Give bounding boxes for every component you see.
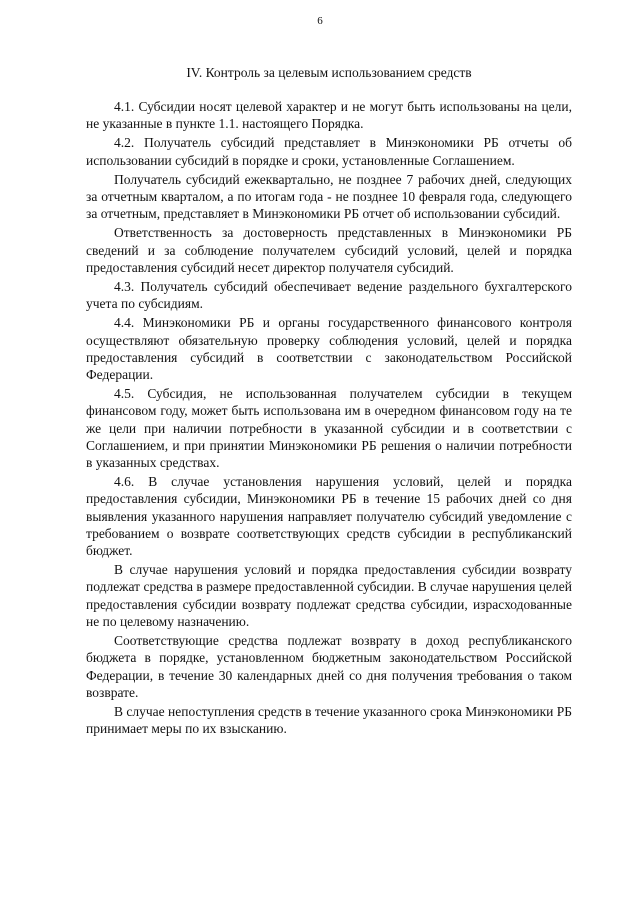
paragraph-4-5: 4.5. Субсидия, не использованная получателем субсидии в текущем финансовом году, может быть использована им в очередном финансовом году на те же цели при наличии потребности в указанной субсидии и в соответствии с Соглашением, и при принятии Минэкономики РБ решения о наличии потребности в указанных средствах. xyxy=(86,386,572,471)
paragraph-4-1: 4.1. Субсидии носят целевой характер и не могут быть использованы на цели, не указанные в пункте 1.1. настоящего Порядка. xyxy=(86,99,572,132)
page-number: 6 xyxy=(317,15,323,27)
paragraph-recovery-measures: В случае непоступления средств в течение указанного срока Минэкономики РБ принимает меры по их взысканию. xyxy=(86,703,572,737)
document-body xyxy=(86,64,572,737)
paragraph-4-6: 4.6. В случае установления нарушения условий, целей и порядка предоставления субсидии, Минэкономики РБ в течение 15 рабочих дней со дня выявления указанного нарушения направляет получателю субсидий уведомление с требованием о возврате соответствующих средств субсидии в республиканский бюджет. xyxy=(86,474,572,559)
paragraph-4-4: 4.4. Минэкономики РБ и органы государственного финансового контроля осуществляют обязательную проверку соблюдения условий, целей и порядка предоставления субсидий в соответствии с законодательством Российской Федерации. xyxy=(86,315,572,383)
paragraph-responsibility: Ответственность за достоверность представленных в Минэкономики РБ сведений и за соблюдение получателем субсидий условий, целей и порядка предоставления субсидий несет директор получателя субсидий. xyxy=(86,225,572,275)
paragraph-violation-return: В случае нарушения условий и порядка предоставления субсидии возврату подлежат средства в размере предоставленной субсидии. В случае нарушения целей предоставления субсидии возврату подлежат средства субсидии, израсходованные не по целевому назначению. xyxy=(86,562,572,629)
paragraph-4-3: 4.3. Получатель субсидий обеспечивает ведение раздельного бухгалтерского учета по субсидиям. xyxy=(86,279,572,312)
paragraph-reporting-deadlines: Получатель субсидий ежеквартально, не позднее 7 рабочих дней, следующих за отчетным кварталом, а по итогам года - не позднее 10 февраля года, следующего за отчетным, представляет в Минэкономики РБ отчет об использовании субсидий. xyxy=(86,171,572,222)
paragraph-return-procedure: Соответствующие средства подлежат возврату в доход республиканского бюджета в порядке, установленном бюджетным законодательством Российской Федерации, в течение 30 календарных дней со дня получения требования о таком возврате. xyxy=(86,633,572,700)
section-title: IV. Контроль за целевым использованием средств xyxy=(186,65,472,80)
paragraph-4-2: 4.2. Получатель субсидий представляет в Минэкономики РБ отчеты об использовании субсидий в порядке и сроки, установленные Соглашением. xyxy=(86,135,572,168)
